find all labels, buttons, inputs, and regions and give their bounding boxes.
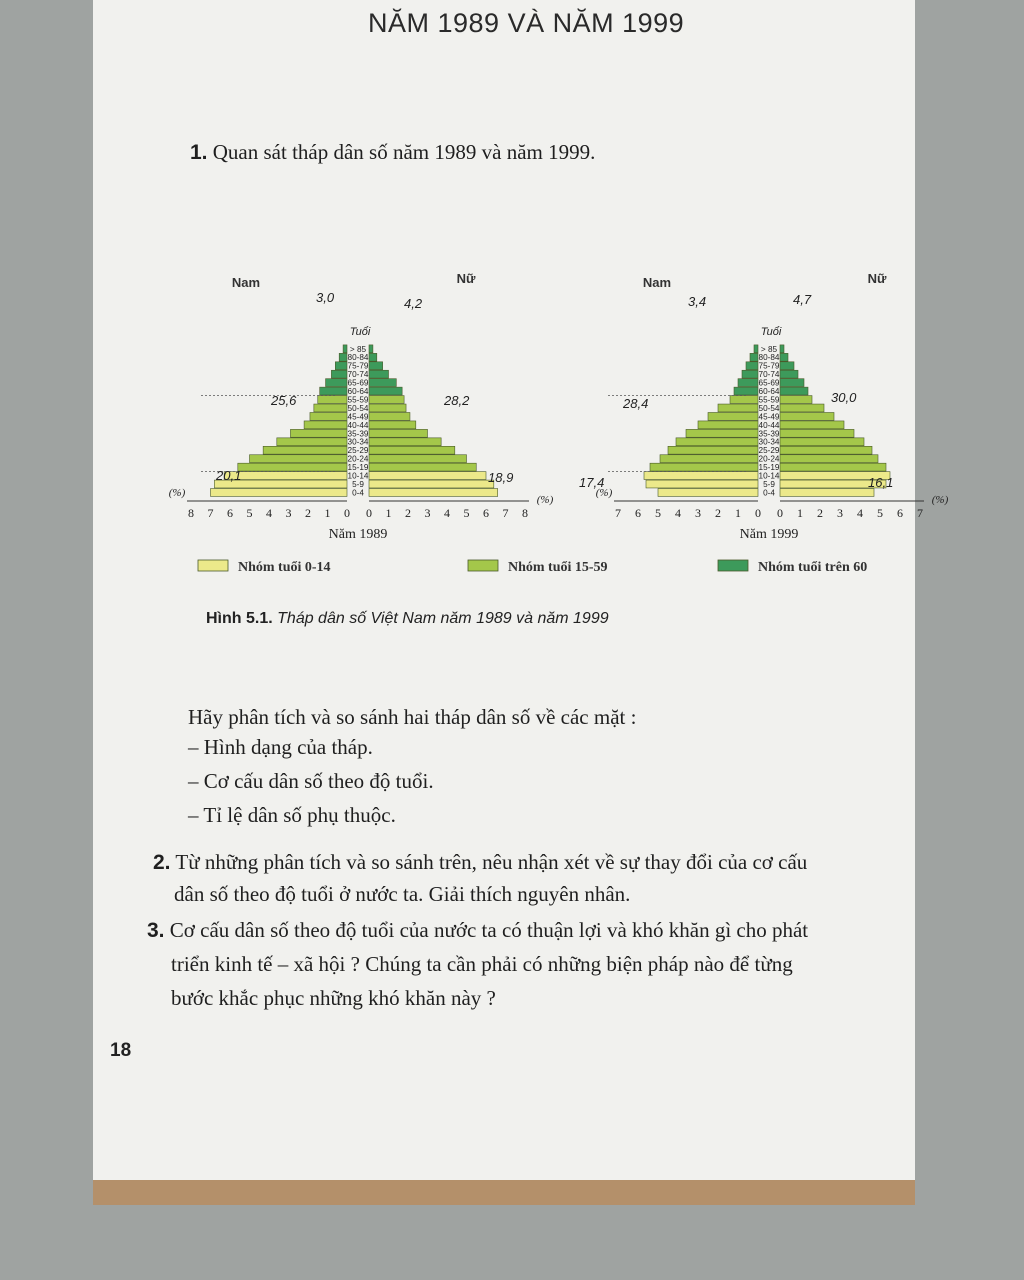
female-bar [369, 345, 373, 353]
age-group-label: 45-49 [758, 412, 780, 422]
pyramid-title: Năm 1999 [739, 527, 799, 542]
age-group-label: 50-54 [758, 403, 780, 413]
male-bar [238, 463, 347, 471]
male-bar [224, 472, 347, 480]
female-bar [369, 438, 441, 446]
legend-swatch [468, 560, 498, 571]
male-bar [742, 370, 758, 378]
age-group-label: 70-74 [758, 370, 780, 380]
x-tick-label: 7 [207, 506, 214, 520]
x-tick-label: 3 [695, 506, 701, 520]
male-bar [668, 446, 758, 454]
female-bar [780, 396, 812, 404]
x-tick-label: 7 [502, 506, 509, 520]
age-group-label: 75-79 [347, 361, 369, 371]
legend-label: Nhóm tuổi 0-14 [238, 560, 331, 575]
female-bar [780, 446, 872, 454]
female-bar [369, 489, 498, 497]
unit-label-left: (%) [168, 487, 186, 499]
page-number: 18 [110, 1040, 132, 1061]
analysis-intro: Hãy phân tích và so sánh hai tháp dân số về các mặt : [188, 705, 637, 729]
x-tick-label: 2 [715, 506, 721, 520]
question-2-line: dân số theo độ tuổi ở nước ta. Giải thích nguyên nhân. [174, 882, 631, 906]
x-tick-label: 7 [917, 506, 923, 520]
female-bar [369, 413, 410, 421]
question-2-number: 2. [153, 851, 171, 874]
female-bar [780, 362, 794, 370]
percentage-annotation: 25,6 [271, 393, 297, 408]
male-bar [339, 353, 347, 361]
x-tick-label: 4 [444, 506, 450, 520]
male-label: Nam [642, 275, 672, 290]
age-group-label: 55-59 [347, 395, 369, 405]
unit-label-right: (%) [536, 494, 554, 506]
female-bar [369, 379, 396, 387]
age-group-label: > 85 [760, 344, 778, 354]
male-bar [676, 438, 758, 446]
female-label: Nữ [456, 271, 476, 286]
analysis-item: – Tỉ lệ dân số phụ thuộc. [188, 803, 396, 827]
x-tick-label: 5 [655, 506, 661, 520]
male-bar [644, 472, 758, 480]
x-tick-label: 2 [405, 506, 411, 520]
male-bar [326, 379, 347, 387]
percentage-annotation: 18,9 [488, 470, 514, 485]
x-tick-label: 3 [285, 506, 292, 520]
x-tick-label: 2 [305, 506, 311, 520]
male-bar [698, 421, 758, 429]
x-tick-label: 8 [188, 506, 194, 520]
male-bar [314, 404, 347, 412]
x-tick-label: 7 [615, 506, 621, 520]
x-tick-label: 4 [857, 506, 863, 520]
question-3-line: bước khắc phục những khó khăn này ? [171, 986, 496, 1010]
percentage-annotation: 28,2 [444, 393, 470, 408]
percentage-annotation: 30,0 [831, 390, 857, 405]
analysis-item: – Hình dạng của tháp. [188, 735, 373, 759]
female-bar [780, 455, 878, 463]
male-bar [320, 387, 347, 395]
age-group-label: 10-14 [347, 471, 369, 481]
percentage-annotation: 3,4 [688, 294, 707, 309]
percentage-annotation: 3,0 [316, 290, 335, 305]
x-tick-label: 1 [797, 506, 803, 520]
age-group-label: > 85 [349, 344, 367, 354]
female-bar [780, 353, 788, 361]
question-3-line [147, 918, 808, 943]
age-group-label: 5-9 [352, 479, 364, 489]
x-tick-label: 2 [817, 506, 823, 520]
x-tick-label: 0 [366, 506, 372, 520]
female-bar [369, 404, 406, 412]
female-bar [369, 370, 389, 378]
female-bar [780, 387, 808, 395]
x-tick-label: 0 [344, 506, 350, 520]
male-bar [650, 463, 758, 471]
legend-label: Nhóm tuổi 15-59 [508, 560, 608, 575]
percentage-annotation: 17,4 [579, 475, 605, 490]
female-bar [369, 429, 428, 437]
textbook-page [93, 0, 949, 1205]
age-group-label: 45-49 [347, 412, 369, 422]
x-tick-label: 5 [877, 506, 883, 520]
percentage-annotation: 4,2 [404, 296, 423, 311]
legend-swatch [718, 560, 748, 571]
female-bar [369, 463, 476, 471]
male-bar [746, 362, 758, 370]
male-bar [730, 396, 758, 404]
age-group-label: 60-64 [758, 387, 780, 396]
x-tick-label: 4 [266, 506, 272, 520]
male-bar [304, 421, 347, 429]
age-group-label: 25-29 [758, 446, 780, 456]
male-bar [331, 370, 347, 378]
age-group-label: 30-34 [758, 437, 780, 447]
male-bar [718, 404, 758, 412]
age-group-label: 0-4 [352, 488, 364, 498]
x-tick-label: 4 [675, 506, 681, 520]
age-group-label: 20-24 [758, 454, 780, 464]
question-3-line: triển kinh tế – xã hội ? Chúng ta cần phải có những biện pháp nào để từng [171, 952, 793, 976]
unit-label-left: (%) [595, 487, 613, 499]
male-bar [660, 455, 758, 463]
pyramid-title: Năm 1989 [328, 527, 388, 542]
x-tick-label: 1 [385, 506, 392, 520]
age-group-label: 30-34 [347, 437, 369, 447]
female-bar [780, 345, 784, 353]
age-group-label: 25-29 [347, 446, 369, 456]
age-group-label: 70-74 [347, 370, 369, 380]
question-3-text: Cơ cấu dân số theo độ tuổi của nước ta có thuận lợi và khó khăn gì cho phát [169, 918, 809, 942]
male-bar [277, 438, 347, 446]
x-tick-label: 5 [246, 506, 253, 520]
legend-swatch [198, 560, 228, 571]
population-pyramids-figure [168, 240, 949, 610]
male-label: Nam [231, 275, 261, 290]
age-group-label: 5-9 [763, 479, 775, 489]
age-group-label: 15-19 [347, 463, 369, 473]
legend-label: Nhóm tuổi trên 60 [758, 560, 868, 575]
male-bar [646, 480, 758, 488]
age-axis-label: Tuổi [760, 325, 782, 338]
female-bar [369, 455, 467, 463]
female-bar [780, 438, 864, 446]
age-group-label: 55-59 [758, 395, 780, 405]
female-label: Nữ [867, 271, 887, 286]
x-tick-label: 0 [777, 506, 783, 520]
female-bar [780, 421, 844, 429]
age-group-label: 80-84 [347, 353, 369, 363]
x-tick-label: 6 [483, 506, 489, 520]
analysis-item: – Cơ cấu dân số theo độ tuổi. [188, 769, 434, 793]
age-group-label: 50-54 [347, 403, 369, 413]
question-1-number: 1. [190, 141, 208, 164]
female-bar [780, 370, 798, 378]
female-bar [780, 404, 824, 412]
male-bar [211, 489, 348, 497]
page-edge [93, 1180, 915, 1205]
x-tick-label: 1 [735, 506, 741, 520]
x-tick-label: 6 [897, 506, 903, 520]
age-axis-label: Tuổi [349, 325, 371, 338]
female-bar [369, 362, 383, 370]
section-heading: NĂM 1989 VÀ NĂM 1999 [368, 8, 685, 38]
female-bar [369, 421, 416, 429]
female-bar [369, 387, 402, 395]
age-group-label: 40-44 [758, 420, 780, 430]
male-bar [250, 455, 348, 463]
age-group-label: 75-79 [758, 361, 780, 371]
question-1-text: Quan sát tháp dân số năm 1989 và năm 1999. [212, 140, 596, 164]
age-group-label: 35-39 [347, 429, 369, 439]
male-bar [658, 489, 758, 497]
percentage-annotation: 4,7 [793, 292, 812, 307]
age-group-label: 35-39 [758, 429, 780, 439]
male-bar [738, 379, 758, 387]
unit-label-right: (%) [931, 494, 949, 506]
age-group-label: 80-84 [758, 353, 780, 363]
x-tick-label: 0 [755, 506, 761, 520]
female-bar [780, 489, 874, 497]
percentage-annotation: 20,1 [216, 468, 242, 483]
male-bar [263, 446, 347, 454]
age-group-label: 20-24 [347, 454, 369, 464]
male-bar [290, 429, 347, 437]
pyramid-1989 [169, 271, 554, 542]
age-group-label: 15-19 [758, 463, 780, 473]
percentage-annotation: 28,4 [623, 396, 649, 411]
male-bar [335, 362, 347, 370]
female-bar [780, 429, 854, 437]
question-3-number: 3. [147, 919, 165, 942]
percentage-annotation: 16,1 [868, 475, 894, 490]
question-2-line [153, 850, 807, 875]
male-bar [310, 413, 347, 421]
female-bar [369, 353, 377, 361]
age-group-label: 40-44 [347, 420, 369, 430]
age-group-label: 65-69 [347, 378, 369, 388]
female-bar [780, 413, 834, 421]
question-1 [190, 140, 595, 165]
male-bar [708, 413, 758, 421]
female-bar [369, 446, 455, 454]
age-group-label: 10-14 [758, 471, 780, 481]
male-bar [686, 429, 758, 437]
male-bar [343, 345, 347, 353]
female-bar [369, 480, 494, 488]
figure-caption [206, 610, 609, 628]
x-tick-label: 6 [227, 506, 233, 520]
caption-text: Tháp dân số Việt Nam năm 1989 và năm 1999 [277, 610, 609, 627]
female-bar [369, 396, 404, 404]
male-bar [318, 396, 347, 404]
male-bar [734, 387, 758, 395]
x-tick-label: 3 [424, 506, 431, 520]
x-tick-label: 5 [463, 506, 470, 520]
female-bar [780, 463, 886, 471]
x-tick-label: 3 [837, 506, 843, 520]
caption-label: Hình 5.1. [206, 610, 273, 627]
age-group-label: 60-64 [347, 387, 369, 396]
x-tick-label: 6 [635, 506, 641, 520]
x-tick-label: 8 [522, 506, 528, 520]
legend [198, 560, 867, 575]
female-bar [780, 379, 804, 387]
female-bar [369, 472, 486, 480]
age-group-label: 65-69 [758, 378, 780, 388]
age-group-label: 0-4 [763, 488, 775, 498]
pyramid-1999 [579, 271, 949, 542]
x-tick-label: 1 [324, 506, 331, 520]
question-2-text: Từ những phân tích và so sánh trên, nêu nhận xét về sự thay đổi của cơ cấu [175, 850, 808, 874]
male-bar [750, 353, 758, 361]
male-bar [754, 345, 758, 353]
